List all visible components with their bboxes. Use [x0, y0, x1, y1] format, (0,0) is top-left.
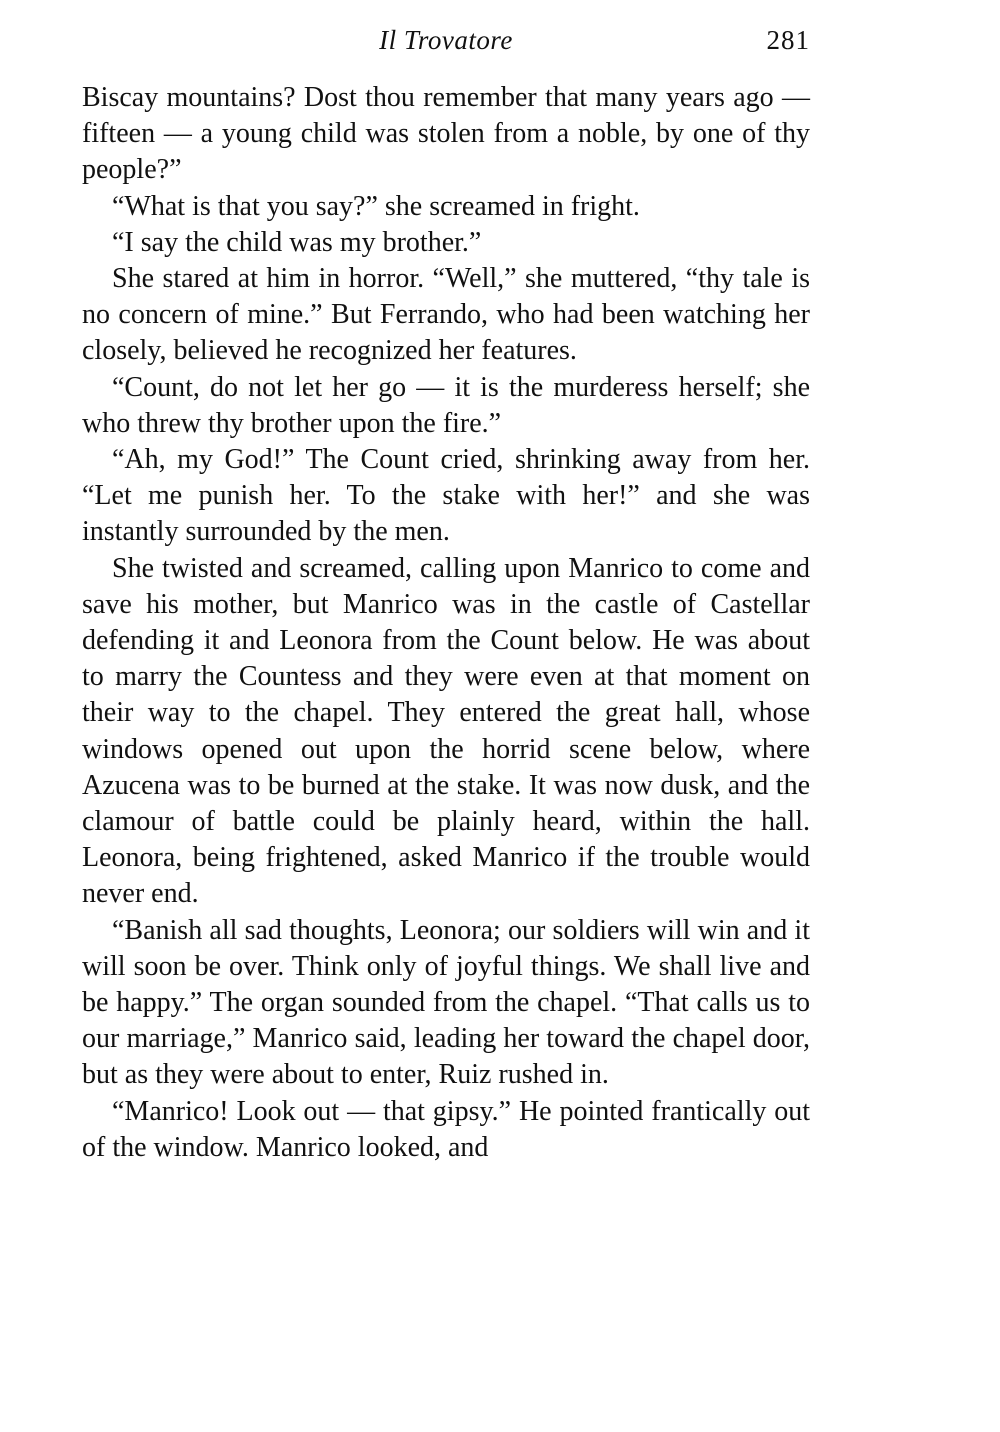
- body-text: [82, 80, 810, 1166]
- paragraph: She twisted and screamed, calling upon Manrico to come and save his mother, but Manrico was in the castle of Castellar defending it and Leonora from the Count below. He was about to marry the Countess and they were even at that moment on their way to the chapel. They entered the great hall, whose windows opened out upon the horrid scene below, where Azucena was to be burned at the stake. It was now dusk, and the clamour of battle could be plainly heard, within the hall. Leonora, being frightened, asked Manrico if the trouble would never end.: [82, 552, 810, 910]
- paragraph: “Ah, my God!” The Count cried, shrinking away from her. “Let me punish her. To the stake with her!” and she was instantly surrounded by the men.: [82, 444, 810, 548]
- paragraph: “What is that you say?” she screamed in fright.: [112, 190, 640, 222]
- paragraph: “Banish all sad thoughts, Leonora; our soldiers will win and it will soon be over. Think only of joyful things. We shall live and be happy.” The organ sounded from the chapel. “That calls us to our marriage,” Manrico said, leading her toward the chapel door, but as they were about to enter, Ruiz rushed in.: [82, 914, 810, 1091]
- page-number: 281: [766, 25, 810, 55]
- paragraph: She stared at him in horror. “Well,” she muttered, “thy tale is no concern of mine.” But Ferrando, who had been watching her closely, believed he recognized her features.: [82, 263, 810, 367]
- running-head: [82, 22, 810, 58]
- paragraph: “Count, do not let her go — it is the murderess herself; she who threw thy brother upon the fire.”: [82, 371, 810, 439]
- running-title: Il Trovatore: [379, 25, 513, 55]
- paragraph: “I say the child was my brother.”: [112, 226, 482, 258]
- paragraph: Biscay mountains? Dost thou remember that many years ago — fifteen — a young child was stolen from a noble, by one of thy people?”: [82, 82, 810, 186]
- paragraph: “Manrico! Look out — that gipsy.” He pointed frantically out of the window. Manrico looked, and: [82, 1095, 810, 1163]
